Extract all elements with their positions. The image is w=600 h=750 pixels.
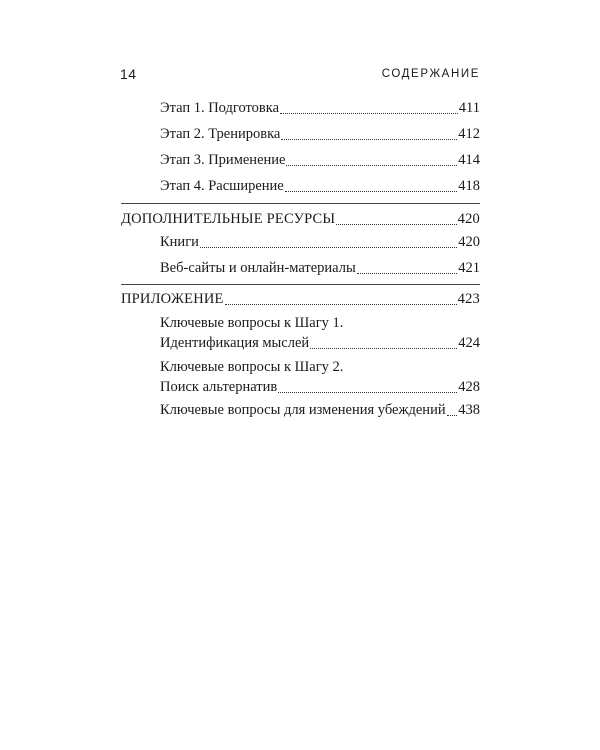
toc-entry-stage-2[interactable] [160, 124, 480, 144]
toc-entry-page: 438 [458, 402, 480, 418]
dot-leader [286, 165, 457, 166]
toc-entry-title: Этап 1. Подготовка [160, 100, 280, 116]
toc-entry-page: 418 [458, 178, 480, 194]
toc-entry-title: Этап 4. Расширение [160, 178, 284, 194]
dot-leader [447, 415, 458, 416]
dot-leader [280, 113, 458, 114]
toc-entry-title-line1: Ключевые вопросы к Шагу 1. [160, 315, 344, 331]
toc-entry-step-1-questions[interactable] [160, 313, 480, 353]
page-number: 14 [120, 66, 137, 82]
dot-leader [285, 191, 458, 192]
toc-entry-title: Этап 3. Применение [160, 152, 286, 168]
toc-entry-beliefs-questions[interactable] [160, 400, 480, 420]
toc-entry-page: 420 [458, 234, 480, 250]
toc-entry-title-line1: Ключевые вопросы к Шагу 2. [160, 359, 344, 375]
toc-entry-title: Ключевые вопросы для изменения убеждений [160, 402, 446, 418]
toc-entry-books[interactable] [160, 232, 480, 252]
toc-entry-stage-1[interactable] [160, 98, 480, 118]
dot-leader [225, 304, 457, 305]
toc-entry-page: 424 [458, 335, 480, 351]
toc-entry-title: Книги [160, 234, 199, 250]
toc-section-page: 423 [457, 291, 480, 307]
toc-entry-page: 414 [458, 152, 480, 168]
dot-leader [357, 273, 458, 274]
toc-entry-title-line2: Поиск альтернатив [160, 379, 278, 395]
toc-entry-page: 428 [458, 379, 480, 395]
dot-leader [310, 348, 457, 349]
dot-leader [281, 139, 457, 140]
toc-entry-page: 412 [458, 126, 480, 142]
toc-entry-page: 411 [458, 100, 480, 116]
toc-entry-title: Этап 2. Тренировка [160, 126, 281, 142]
toc-entry-websites[interactable] [160, 258, 480, 278]
dot-leader [278, 392, 457, 393]
section-divider [121, 284, 480, 285]
toc-section-appendix[interactable] [121, 289, 480, 309]
toc-section-title: ДОПОЛНИТЕЛЬНЫЕ РЕСУРСЫ [121, 211, 336, 227]
toc-entry-title-line2: Идентификация мыслей [160, 335, 310, 351]
toc-entry-step-2-questions[interactable] [160, 357, 480, 397]
toc-entry-stage-4[interactable] [160, 176, 480, 196]
toc-section-resources[interactable] [121, 209, 480, 229]
section-divider [121, 203, 480, 204]
dot-leader [336, 224, 456, 225]
dot-leader [200, 247, 457, 248]
toc-entry-title: Веб-сайты и онлайн-материалы [160, 260, 356, 276]
running-head: СОДЕРЖАНИЕ [381, 68, 480, 80]
toc-entry-stage-3[interactable] [160, 150, 480, 170]
toc-entry-page: 421 [458, 260, 480, 276]
toc-section-page: 420 [457, 211, 480, 227]
toc-section-title: ПРИЛОЖЕНИЕ [121, 291, 224, 307]
